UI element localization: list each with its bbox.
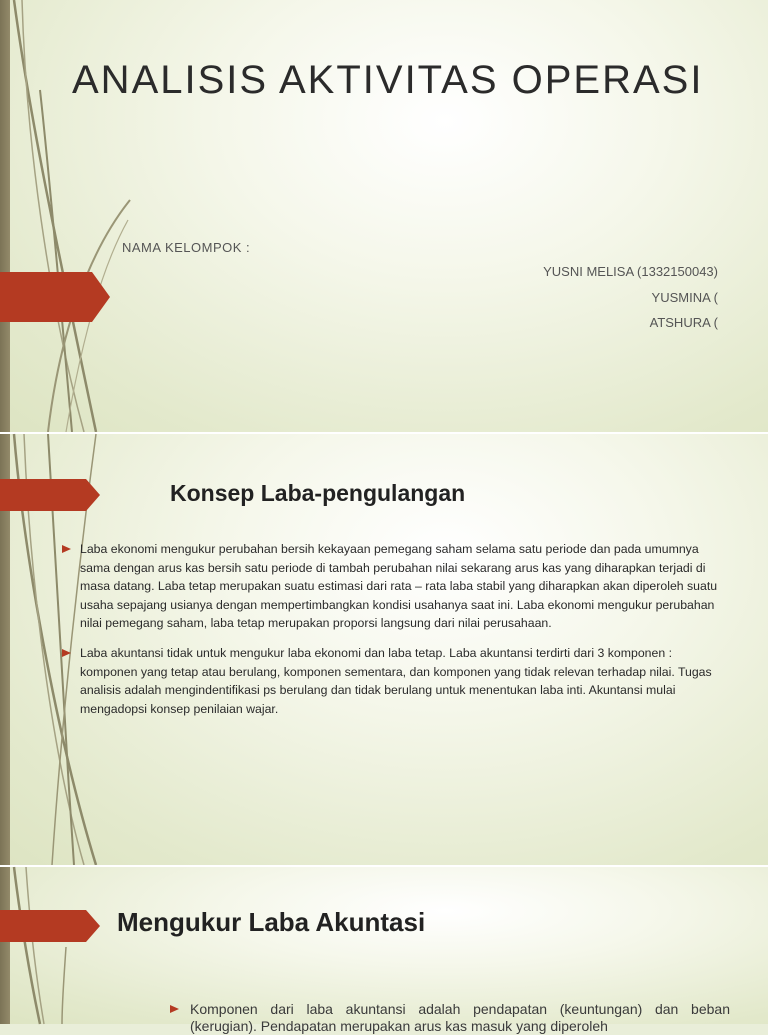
- arrow-marker-icon: [0, 272, 110, 322]
- member-name: YUSMINA (: [651, 290, 718, 305]
- bullet-text: Laba akuntansi tidak untuk mengukur laba ekonomi dan laba tetap. Laba akuntansi terdirti dari 3 komponen : komponen yang tetap atau berulang, komponen sementara, dan komponen yang tidak relevan terhadap nilai. Tugas analisis adalah mengindentifikasi ps berulang dan tidak berulang untuk menentukan laba inti. Akuntansi mulai mengadopsi konsep penilaian wajar.: [80, 645, 712, 716]
- bullet-arrow-icon: [170, 1005, 179, 1013]
- slide-heading: Mengukur Laba Akuntasi: [117, 907, 426, 937]
- arrow-marker-icon: [0, 910, 100, 942]
- group-label: NAMA KELOMPOK :: [122, 240, 251, 255]
- slide-heading: Konsep Laba-pengulangan: [170, 480, 466, 506]
- bullet-arrow-icon: [62, 545, 71, 553]
- list-item: [170, 1001, 730, 1035]
- page-title: ANALISIS AKTIVITAS OPERASI: [72, 58, 704, 102]
- bullet-arrow-icon: [62, 649, 71, 657]
- grass-decoration: [0, 867, 140, 1024]
- member-name: ATSHURA (: [649, 315, 718, 330]
- slide-mengukur-laba: [0, 867, 768, 1034]
- arrow-marker-icon: [0, 479, 100, 511]
- bullet-list: [170, 1001, 730, 1035]
- member-name: YUSNI MELISA (1332150043): [543, 264, 718, 279]
- list-item: [62, 644, 722, 718]
- list-item: [62, 540, 722, 633]
- bullet-text: Komponen dari laba akuntansi adalah pendapatan (keuntungan) dan beban (kerugian). Pendapatan merupakan arus kas masuk yang diperoleh: [190, 1001, 730, 1034]
- bullet-text: Laba ekonomi mengukur perubahan bersih kekayaan pemegang saham selama satu periode dan pada umumnya sama dengan arus kas bersih satu periode di tambah perubahan nilai sekarang arus kas yang diharapkan terjadi di masa datang. Laba tetap merupakan suatu estimasi dari rata – rata laba stabil yang diharapkan akan diperoleh suatu usaha sepajang usianya dengan mempertimbangkan kondisi usahanya saat ini. Laba ekonomi mengukur perubahan nilai pemegang saham, laba tetap merupakan proporsi langsung dari nilai perusahaan.: [80, 542, 718, 631]
- slide-title: [0, 0, 768, 432]
- slide-konsep-laba: [0, 434, 768, 865]
- bullet-list: [62, 540, 722, 729]
